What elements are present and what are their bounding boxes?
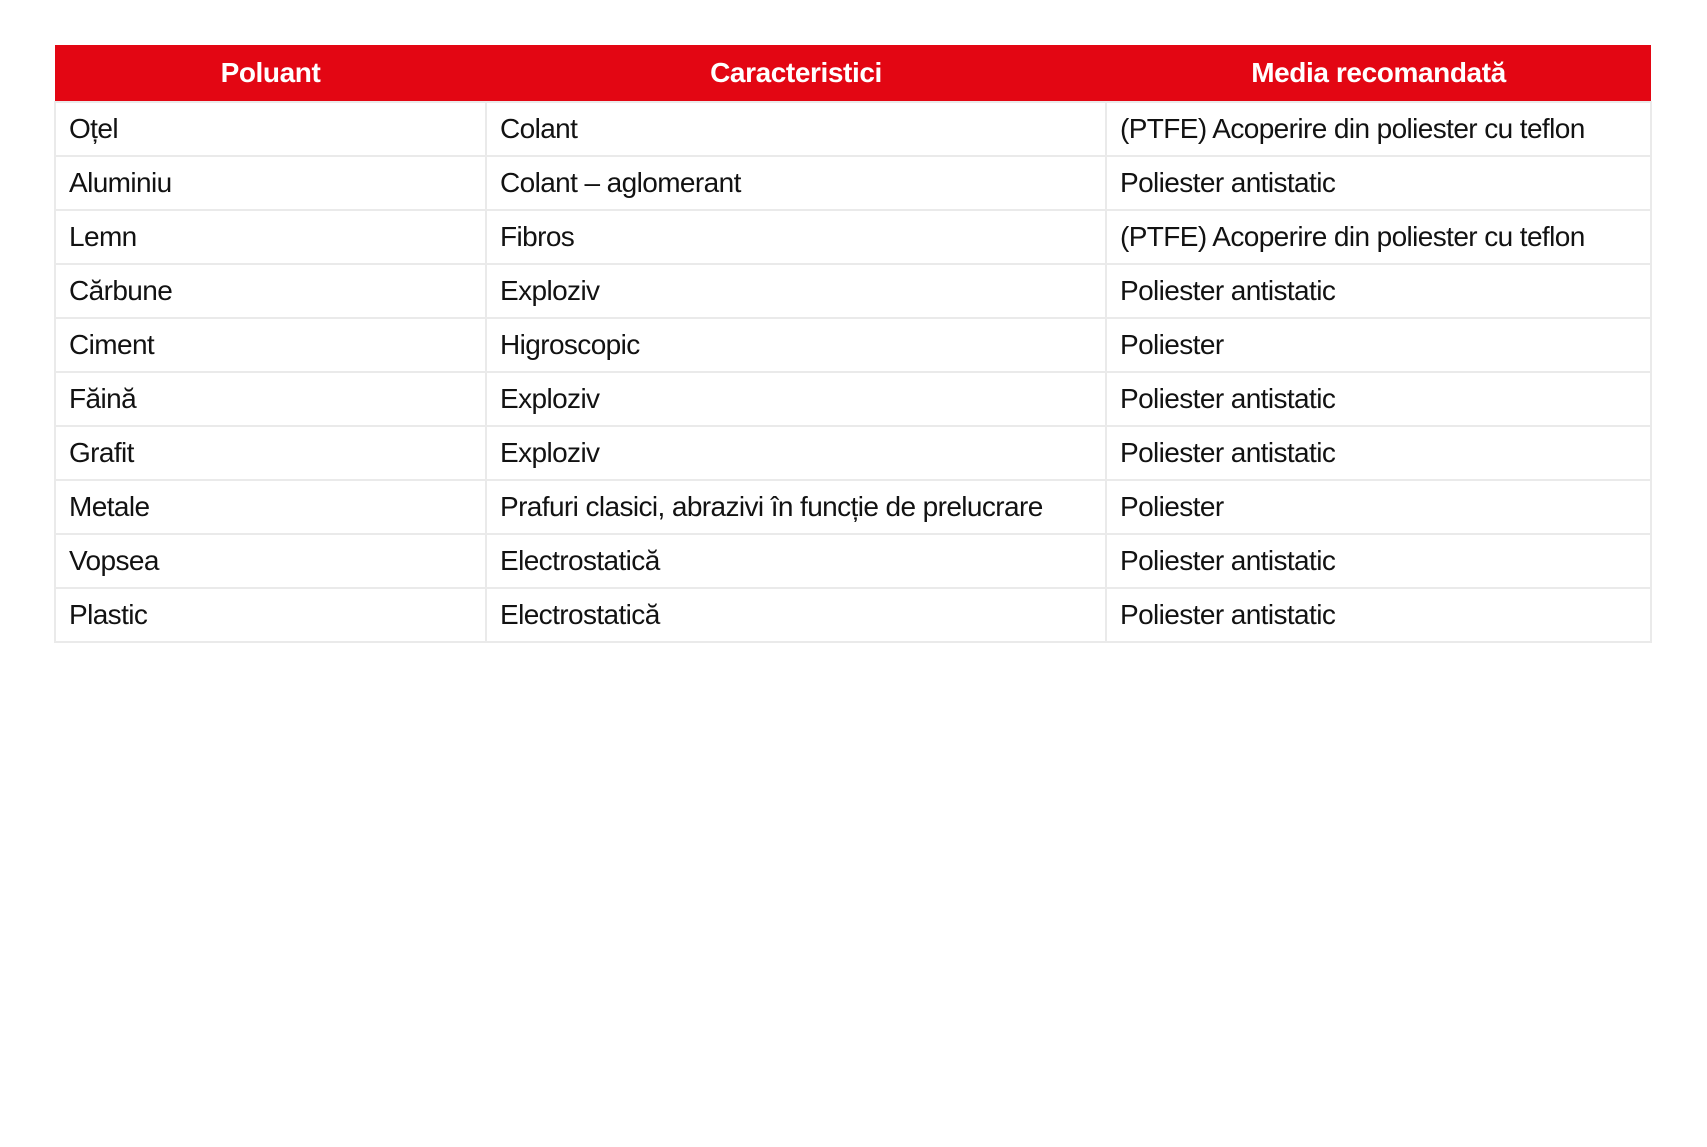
table-header: [55, 45, 1651, 102]
cell-poluant: Cărbune: [55, 264, 486, 318]
cell-media-recomandata: Poliester antistatic: [1106, 426, 1651, 480]
column-header-caracteristici: Caracteristici: [486, 45, 1106, 102]
table-body: [55, 102, 1651, 642]
table-row: [55, 318, 1651, 372]
cell-media-recomandata: Poliester antistatic: [1106, 264, 1651, 318]
table-row: [55, 588, 1651, 642]
cell-poluant: Aluminiu: [55, 156, 486, 210]
cell-media-recomandata: Poliester antistatic: [1106, 534, 1651, 588]
pollutant-media-table-container: [54, 45, 1650, 643]
cell-caracteristici: Prafuri clasici, abrazivi în funcție de prelucrare: [486, 480, 1106, 534]
table-row: [55, 426, 1651, 480]
cell-poluant: Plastic: [55, 588, 486, 642]
cell-poluant: Vopsea: [55, 534, 486, 588]
cell-poluant: Oțel: [55, 102, 486, 156]
cell-media-recomandata: (PTFE) Acoperire din poliester cu teflon: [1106, 102, 1651, 156]
cell-media-recomandata: Poliester antistatic: [1106, 372, 1651, 426]
cell-poluant: Făină: [55, 372, 486, 426]
cell-media-recomandata: Poliester: [1106, 480, 1651, 534]
column-header-poluant: Poluant: [55, 45, 486, 102]
pollutant-media-table: [54, 45, 1652, 643]
cell-media-recomandata: Poliester: [1106, 318, 1651, 372]
cell-caracteristici: Electrostatică: [486, 588, 1106, 642]
cell-caracteristici: Exploziv: [486, 264, 1106, 318]
table-row: [55, 210, 1651, 264]
cell-caracteristici: Higroscopic: [486, 318, 1106, 372]
cell-caracteristici: Exploziv: [486, 372, 1106, 426]
cell-caracteristici: Colant – aglomerant: [486, 156, 1106, 210]
cell-poluant: Metale: [55, 480, 486, 534]
table-row: [55, 156, 1651, 210]
cell-caracteristici: Fibros: [486, 210, 1106, 264]
table-row: [55, 534, 1651, 588]
table-row: [55, 102, 1651, 156]
table-row: [55, 372, 1651, 426]
header-row: [55, 45, 1651, 102]
cell-media-recomandata: (PTFE) Acoperire din poliester cu teflon: [1106, 210, 1651, 264]
cell-media-recomandata: Poliester antistatic: [1106, 156, 1651, 210]
cell-media-recomandata: Poliester antistatic: [1106, 588, 1651, 642]
cell-poluant: Lemn: [55, 210, 486, 264]
cell-caracteristici: Colant: [486, 102, 1106, 156]
cell-caracteristici: Electrostatică: [486, 534, 1106, 588]
table-row: [55, 264, 1651, 318]
column-header-media-recomandata: Media recomandată: [1106, 45, 1651, 102]
cell-caracteristici: Exploziv: [486, 426, 1106, 480]
table-row: [55, 480, 1651, 534]
cell-poluant: Grafit: [55, 426, 486, 480]
cell-poluant: Ciment: [55, 318, 486, 372]
